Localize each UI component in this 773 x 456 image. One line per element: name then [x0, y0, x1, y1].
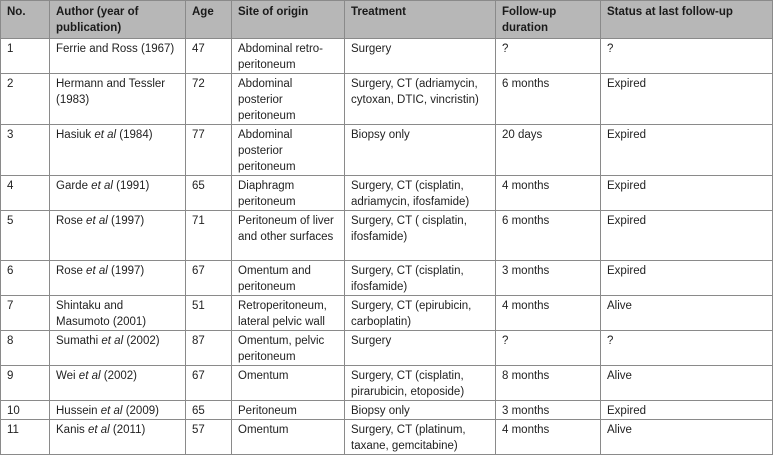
cell-treatment: Surgery, CT (cisplatin, pirarubicin, etoposide)	[345, 366, 496, 401]
cell-treatment: Surgery, CT (cisplatin, ifosfamide)	[345, 261, 496, 296]
cell-treatment: Surgery, CT (epirubicin, carboplatin)	[345, 296, 496, 331]
cell-author: Garde et al (1991)	[50, 176, 186, 211]
cell-site: Omentum, pelvic peritoneum	[232, 331, 345, 366]
cell-treatment: Biopsy only	[345, 401, 496, 420]
cell-no: 4	[1, 176, 50, 211]
cell-site: Omentum	[232, 366, 345, 401]
header-status: Status at last follow-up	[601, 1, 773, 39]
cell-author: Shintaku and Masumoto (2001)	[50, 296, 186, 331]
header-row	[1, 1, 773, 39]
cell-no: 10	[1, 401, 50, 420]
cell-author: Rose et al (1997)	[50, 211, 186, 261]
cell-no: 11	[1, 420, 50, 455]
cell-site: Peritoneum of liver and other surfaces	[232, 211, 345, 261]
cell-site: Omentum	[232, 420, 345, 455]
cell-author: Hermann and Tessler (1983)	[50, 74, 186, 125]
cell-treatment: Surgery, CT (platinum, taxane, gemcitabine)	[345, 420, 496, 455]
cell-author: Hussein et al (2009)	[50, 401, 186, 420]
cell-status: Expired	[601, 261, 773, 296]
cell-author: Kanis et al (2011)	[50, 420, 186, 455]
cell-followup: ?	[496, 39, 601, 74]
cell-treatment: Biopsy only	[345, 125, 496, 176]
header-author: Author (year of publication)	[50, 1, 186, 39]
cell-followup: 20 days	[496, 125, 601, 176]
cell-site: Abdominal posterior peritoneum	[232, 74, 345, 125]
cell-treatment: Surgery, CT (adriamycin, cytoxan, DTIC, vincristin)	[345, 74, 496, 125]
cell-age: 47	[186, 39, 232, 74]
header-age: Age	[186, 1, 232, 39]
cell-author: Wei et al (2002)	[50, 366, 186, 401]
cell-status: ?	[601, 331, 773, 366]
cell-status: Alive	[601, 366, 773, 401]
header-site: Site of origin	[232, 1, 345, 39]
cell-status: ?	[601, 39, 773, 74]
table-row	[1, 331, 773, 366]
cell-no: 8	[1, 331, 50, 366]
cell-author: Sumathi et al (2002)	[50, 331, 186, 366]
cell-no: 2	[1, 74, 50, 125]
cell-site: Peritoneum	[232, 401, 345, 420]
cell-status: Alive	[601, 296, 773, 331]
cell-age: 51	[186, 296, 232, 331]
cell-followup: ?	[496, 331, 601, 366]
cell-status: Expired	[601, 125, 773, 176]
table-row	[1, 176, 773, 211]
table-row	[1, 401, 773, 420]
cell-author: Rose et al (1997)	[50, 261, 186, 296]
cell-author: Hasiuk et al (1984)	[50, 125, 186, 176]
cell-age: 65	[186, 401, 232, 420]
cell-followup: 8 months	[496, 366, 601, 401]
cell-treatment: Surgery	[345, 39, 496, 74]
table-row	[1, 366, 773, 401]
cell-followup: 4 months	[496, 176, 601, 211]
cell-treatment: Surgery	[345, 331, 496, 366]
cell-site: Omentum and peritoneum	[232, 261, 345, 296]
table-row	[1, 261, 773, 296]
header-followup: Follow-up duration	[496, 1, 601, 39]
table-row	[1, 39, 773, 74]
header-no: No.	[1, 1, 50, 39]
table-row	[1, 125, 773, 176]
cell-status: Expired	[601, 74, 773, 125]
cell-treatment: Surgery, CT ( cisplatin, ifosfamide)	[345, 211, 496, 261]
cell-followup: 4 months	[496, 296, 601, 331]
cell-site: Abdominal retro-peritoneum	[232, 39, 345, 74]
cell-age: 67	[186, 366, 232, 401]
cell-age: 72	[186, 74, 232, 125]
cell-followup: 3 months	[496, 401, 601, 420]
cell-no: 7	[1, 296, 50, 331]
cell-age: 57	[186, 420, 232, 455]
cell-age: 77	[186, 125, 232, 176]
cell-status: Alive	[601, 420, 773, 455]
cell-followup: 6 months	[496, 74, 601, 125]
cell-no: 3	[1, 125, 50, 176]
cell-no: 1	[1, 39, 50, 74]
cell-site: Diaphragm peritoneum	[232, 176, 345, 211]
cell-status: Expired	[601, 176, 773, 211]
cell-age: 87	[186, 331, 232, 366]
cell-no: 9	[1, 366, 50, 401]
cell-no: 5	[1, 211, 50, 261]
cell-followup: 4 months	[496, 420, 601, 455]
cell-author: Ferrie and Ross (1967)	[50, 39, 186, 74]
cell-status: Expired	[601, 211, 773, 261]
cell-site: Abdominal posterior peritoneum	[232, 125, 345, 176]
cell-no: 6	[1, 261, 50, 296]
cell-treatment: Surgery, CT (cisplatin, adriamycin, ifosfamide)	[345, 176, 496, 211]
cell-age: 65	[186, 176, 232, 211]
table-row	[1, 296, 773, 331]
cell-followup: 3 months	[496, 261, 601, 296]
cell-age: 67	[186, 261, 232, 296]
cell-site: Retroperitoneum, lateral pelvic wall	[232, 296, 345, 331]
header-treatment: Treatment	[345, 1, 496, 39]
table-row	[1, 211, 773, 261]
table-row	[1, 420, 773, 455]
cell-age: 71	[186, 211, 232, 261]
cell-status: Expired	[601, 401, 773, 420]
cell-followup: 6 months	[496, 211, 601, 261]
table-row	[1, 74, 773, 125]
